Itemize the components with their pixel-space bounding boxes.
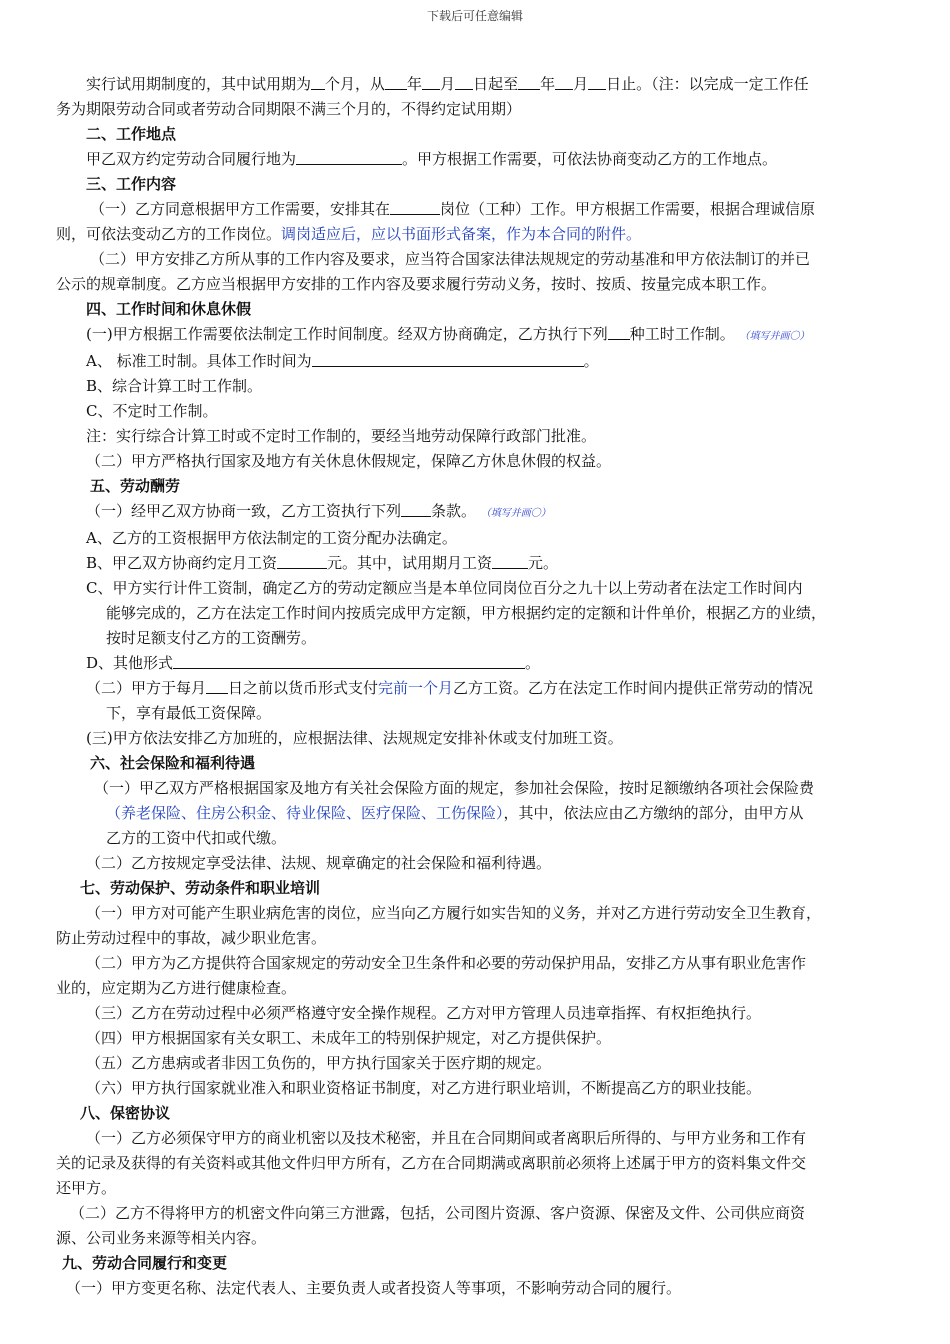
probation-text: 实行试用期制度的，其中试用期为 bbox=[86, 75, 312, 93]
wage-clause-blank bbox=[401, 500, 431, 517]
section-heading-social-insurance: 六、社会保险和福利待遇 bbox=[90, 754, 256, 772]
welfare-paragraph: （二）乙方按规定享受法律、法规、规章确定的社会保险和福利待遇。 bbox=[86, 854, 552, 872]
section-heading-labor-protection: 七、劳动保护、劳动条件和职业培训 bbox=[80, 879, 321, 897]
protection-paragraph-2-cont: 业的，应定期为乙方进行健康检查。 bbox=[56, 979, 297, 997]
confidentiality-paragraph-1: （一）乙方必须保守甲方的商业机密以及技术秘密，并且在合同期间或者离职后所得的、与甲方业务和工作有 bbox=[86, 1129, 807, 1147]
confidentiality-paragraph-2: （二）乙方不得将甲方的机密文件向第三方泄露，包括，公司图片资源、客户资源、保密及文件、公司供应商资 bbox=[70, 1204, 806, 1222]
hours-approval-note: 注：实行综合计算工时或不定时工作制的，要经当地劳动保障行政部门批准。 bbox=[86, 427, 597, 445]
section-heading-workplace: 二、工作地点 bbox=[86, 125, 177, 143]
protection-paragraph-5: （五）乙方患病或者非因工负伤的，甲方执行国家关于医疗期的规定。 bbox=[86, 1054, 552, 1072]
working-hours-paragraph: (一)甲方根据工作需要依法制定工作时间制度。经双方协商确定，乙方执行下列 种工时工作制。 （填写并画〇） bbox=[86, 325, 810, 343]
wage-option-c-cont-1: 能够完成的，乙方在法定工作时间内按质完成甲方定额，甲方根据约定的定额和计件单价，根据乙方的业绩， bbox=[106, 604, 827, 622]
option-b-comprehensive-hours: B、综合计算工时工作制。 bbox=[86, 377, 263, 395]
wage-option-a: A、乙方的工资根据甲方依法制定的工资分配办法确定。 bbox=[86, 529, 457, 547]
section-heading-contract-change: 九、劳动合同履行和变更 bbox=[62, 1254, 228, 1272]
wage-payment-paragraph-cont: 下，享有最低工资保障。 bbox=[106, 704, 272, 722]
work-content-paragraph-1: （一）乙方同意根据甲方工作需要，安排其在 岗位（工种）工作。甲方根据工作需要，根据合理诚信原 bbox=[90, 200, 816, 218]
section-heading-confidentiality: 八、保密协议 bbox=[80, 1104, 171, 1122]
section-heading-work-content: 三、工作内容 bbox=[86, 175, 177, 193]
start-day-blank bbox=[455, 73, 473, 90]
probation-months-blank bbox=[311, 73, 325, 90]
section-heading-remuneration: 五、劳动酬劳 bbox=[90, 477, 181, 495]
option-c-flexible-hours: C、不定时工作制。 bbox=[86, 402, 218, 420]
position-blank bbox=[390, 198, 440, 215]
work-content-paragraph-2: （二）甲方安排乙方所从事的工作内容及要求，应当符合国家法律法规规定的劳动基准和甲方依法制订的并已 bbox=[90, 250, 811, 268]
wage-payment-paragraph: （二）甲方于每月 日之前以货币形式支付完前一个月乙方工资。乙方在法定工作时间内提供正常劳动的情况 bbox=[86, 679, 814, 697]
rest-leave-paragraph: （二）甲方严格执行国家及地方有关休息休假规定，保障乙方休息休假的权益。 bbox=[86, 452, 612, 470]
workplace-paragraph: 甲乙双方约定劳动合同履行地为 。甲方根据工作需要，可依法协商变动乙方的工作地点。 bbox=[86, 150, 778, 168]
monthly-wage-blank bbox=[277, 552, 327, 569]
work-content-paragraph-2-cont: 公示的规章制度。乙方应当根据甲方安排的工作内容及要求履行劳动义务，按时、按质、按量完成本职工作。 bbox=[56, 275, 777, 293]
protection-paragraph-2: （二）甲方为乙方提供符合国家规定的劳动安全卫生条件和必要的劳动保护用品，安排乙方从事有职业危害作 bbox=[86, 954, 807, 972]
other-form-blank bbox=[173, 652, 525, 669]
contract-body bbox=[56, 72, 906, 1301]
protection-paragraph-6: （六）甲方执行国家就业准入和职业资格证书制度，对乙方进行职业培训，不断提高乙方的职业技能。 bbox=[86, 1079, 762, 1097]
option-a-standard-hours: A、 标准工时制。具体工作时间为 。 bbox=[86, 352, 599, 370]
wage-option-d: D、其他形式 。 bbox=[86, 654, 541, 672]
standard-hours-blank bbox=[312, 350, 584, 367]
overtime-paragraph: (三)甲方依法安排乙方加班的，应根据法律、法规规定安排补休或支付加班工资。 bbox=[86, 729, 623, 747]
social-insurance-paragraph-cont: （养老保险、住房公积金、待业保险、医疗保险、工伤保险），其中，依法应由乙方缴纳的部分，由甲方从 bbox=[106, 804, 804, 822]
hour-system-blank bbox=[608, 323, 630, 340]
confidentiality-paragraph-2-cont: 源、公司业务来源等相关内容。 bbox=[56, 1229, 267, 1247]
fill-and-circle-note: （填写并画〇） bbox=[480, 508, 551, 519]
probation-paragraph: 实行试用期制度的，其中试用期为 个月，从 年 月 日起至 年 月 日止。（注：以完成一定工作任 bbox=[86, 75, 809, 93]
social-insurance-paragraph-end: 乙方的工资中代扣或代缴。 bbox=[106, 829, 287, 847]
payday-blank bbox=[206, 677, 228, 694]
confidentiality-paragraph-1-end: 还甲方。 bbox=[56, 1179, 117, 1197]
confidentiality-paragraph-1-cont: 关的记录及获得的有关资料或其他文件归甲方所有，乙方在合同期满或离职前必须将上述属于甲方的资料集文件交 bbox=[56, 1154, 807, 1172]
work-content-paragraph-1-cont: 则，可依法变动乙方的工作岗位。调岗适应后，应以书面形式备案，作为本合同的附件。 bbox=[56, 225, 642, 243]
wage-option-b: B、甲乙双方协商约定月工资 元。其中，试用期月工资 元。 bbox=[86, 554, 559, 572]
protection-paragraph-1: （一）甲方对可能产生职业病危害的岗位，应当向乙方履行如实告知的义务，并对乙方进行劳动安全卫生教育， bbox=[86, 904, 822, 922]
end-day-blank bbox=[588, 73, 606, 90]
transfer-note: 调岗适应后，应以书面形式备案，作为本合同的附件。 bbox=[281, 225, 642, 243]
protection-paragraph-4: （四）甲方根据国家有关女职工、未成年工的特别保护规定，对乙方提供保护。 bbox=[86, 1029, 612, 1047]
section-heading-working-hours: 四、工作时间和休息休假 bbox=[86, 300, 252, 318]
insurance-types-note: （养老保险、住房公积金、待业保险、医疗保险、工伤保险） bbox=[106, 804, 504, 822]
protection-paragraph-3: （三）乙方在劳动过程中必须严格遵守安全操作规程。乙方对甲方管理人员违章指挥、有权拒绝执行。 bbox=[86, 1004, 762, 1022]
contract-change-paragraph-1: （一）甲方变更名称、法定代表人、主要负责人或者投资人等事项，不影响劳动合同的履行。 bbox=[66, 1279, 682, 1297]
wage-option-c-cont-2: 按时足额支付乙方的工资酬劳。 bbox=[106, 629, 317, 647]
start-year-blank bbox=[385, 73, 407, 90]
social-insurance-paragraph: （一）甲乙双方严格根据国家及地方有关社会保险方面的规定，参加社会保险，按时足额缴纳各项社会保险费 bbox=[94, 779, 815, 797]
probation-wage-blank bbox=[492, 552, 528, 569]
end-month-blank bbox=[555, 73, 573, 90]
protection-paragraph-1-cont: 防止劳动过程中的事故，减少职业危害。 bbox=[56, 929, 327, 947]
wage-option-c: C、甲方实行计件工资制，确定乙方的劳动定额应当是本单位同岗位百分之九十以上劳动者在法定工作时间内 bbox=[86, 579, 803, 597]
workplace-blank bbox=[296, 148, 402, 165]
probation-note: 务为期限劳动合同或者劳动合同期限不满三个月的，不得约定试用期） bbox=[56, 100, 522, 118]
end-year-blank bbox=[518, 73, 540, 90]
page-header: 下载后可任意编辑 bbox=[426, 9, 523, 23]
fill-and-circle-note: （填写并画〇） bbox=[739, 331, 810, 342]
start-month-blank bbox=[422, 73, 440, 90]
remuneration-paragraph: （一）经甲乙双方协商一致，乙方工资执行下列 条款。 （填写并画〇） bbox=[86, 502, 551, 520]
previous-month-note: 完前一个月 bbox=[378, 679, 454, 697]
